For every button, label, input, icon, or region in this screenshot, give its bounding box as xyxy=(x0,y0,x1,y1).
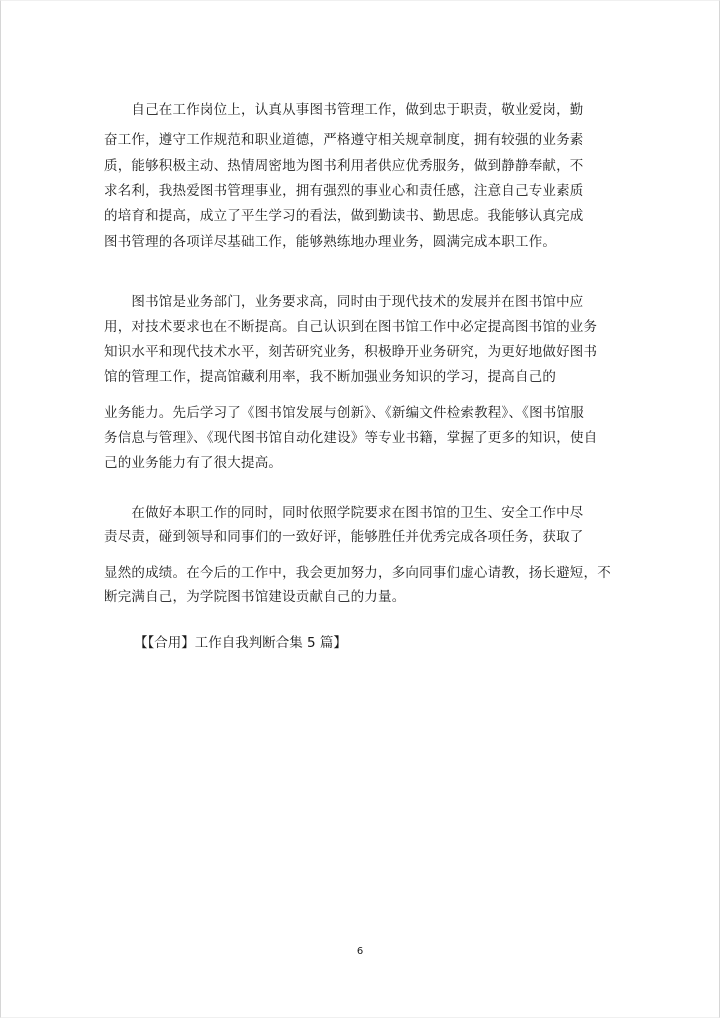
paragraph-1-line-2: 奋工作，遵守工作规范和职业道德，严格遵守相关规章制度，拥有较强的业务素 xyxy=(104,132,584,148)
paragraph-3-line-1: 业务能力。先后学习了《图书馆发展与创新》、《新编文件检索教程》、《图书馆服 xyxy=(104,405,584,421)
paragraph-1-line-4: 求名利，我热爱图书管理事业，拥有强烈的事业心和责任感，注意自己专业素质 xyxy=(104,183,584,199)
paragraph-3-line-2: 务信息与管理》、《现代图书馆自动化建设》等专业书籍，掌握了更多的知识，使自 xyxy=(104,430,598,446)
paragraph-5-line-1: 显然的成绩。在今后的工作中，我会更加努力，多向同事们虚心请教，扬长避短，不 xyxy=(104,565,611,581)
page-number: 6 xyxy=(356,946,364,957)
paragraph-1-line-1: 自己在工作岗位上，认真从事图书管理工作，做到忠于职责，敬业爱岗，勤 xyxy=(104,102,584,118)
paragraph-1-line-5: 的培育和提高，成立了平生学习的看法，做到勤读书、勤思虑。我能够认真完成 xyxy=(104,208,584,224)
paragraph-5-line-2: 断完满自己，为学院图书馆建设贡献自己的力量。 xyxy=(104,589,406,605)
paragraph-1-line-6: 图书管理的各项详尽基础工作，能够熟练地办理业务，圆满完成本职工作。 xyxy=(104,234,557,250)
paragraph-2-line-4: 馆的管理工作，提高馆藏利用率，我不断加强业务知识的学习，提高自己的 xyxy=(104,369,557,385)
paragraph-2-line-3: 知识水平和现代技术水平，刻苦研究业务，积极睁开业务研究，为更好地做好图书 xyxy=(104,344,598,360)
paragraph-1-line-3: 质，能够积极主动、热情周密地为图书利用者供应优秀服务，做到静静奉献，不 xyxy=(104,158,584,174)
paragraph-4-line-1: 在做好本职工作的同时，同时依照学院要求在图书馆的卫生、安全工作中尽 xyxy=(104,505,584,521)
collection-heading: 【【合用】工作自我判断合集 5 篇】 xyxy=(134,635,347,651)
paragraph-3-line-3: 己的业务能力有了很大提高。 xyxy=(104,455,283,471)
paragraph-2-line-1: 图书馆是业务部门，业务要求高，同时由于现代技术的发展并在图书馆中应 xyxy=(104,294,584,310)
paragraph-4-line-2: 责尽责，碰到领导和同事们的一致好评，能够胜任并优秀完成各项任务，获取了 xyxy=(104,529,584,545)
paragraph-2-line-2: 用，对技术要求也在不断提高。自己认识到在图书馆工作中必定提高图书馆的业务 xyxy=(104,319,598,335)
